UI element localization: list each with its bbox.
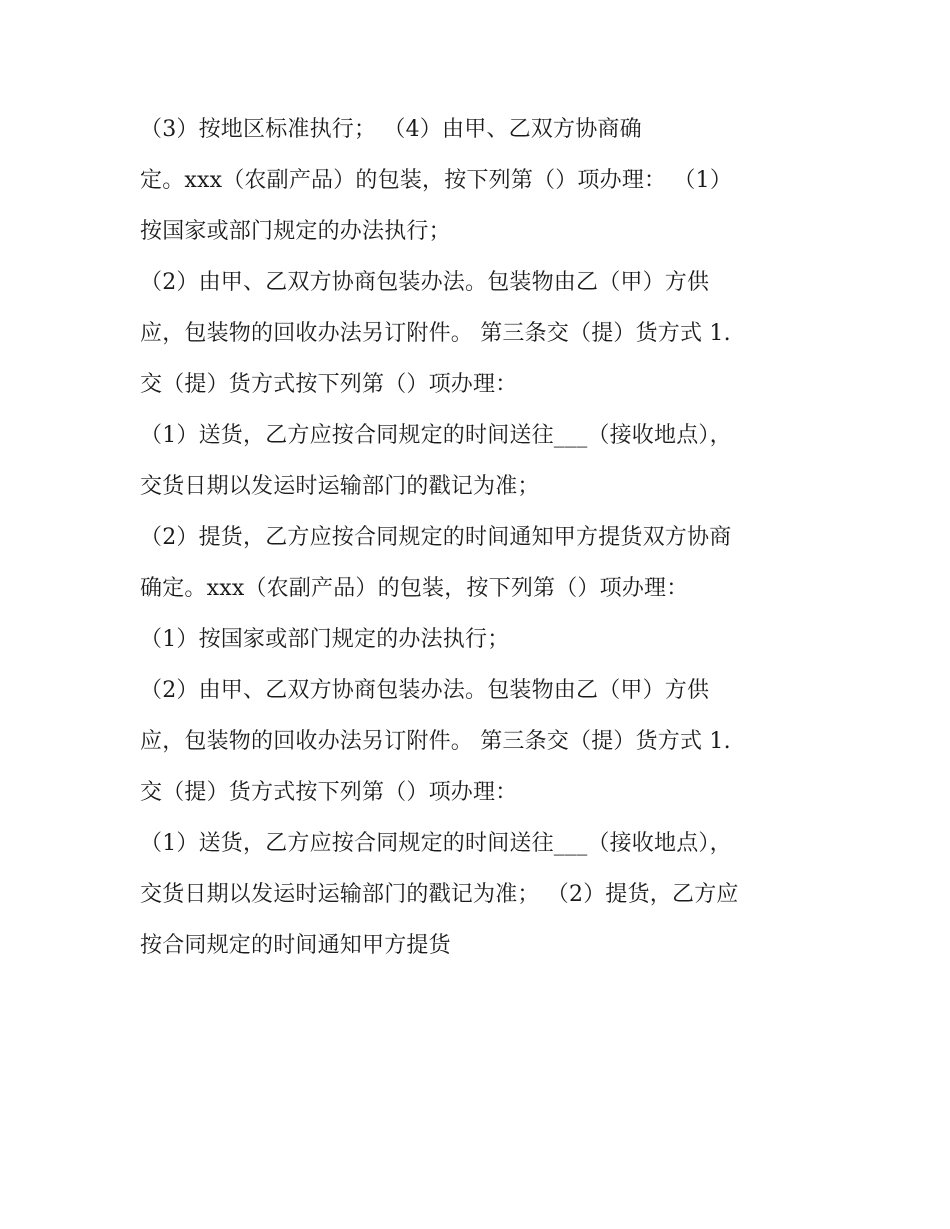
text-line: 交（提）货方式按下列第（）项办理： [140, 372, 518, 397]
text-line: （2）由甲、乙双方协商包装办法。包装物由乙（甲）方供 [140, 678, 710, 703]
text-line: 按合同规定的时间通知甲方提货 [140, 933, 451, 958]
text-line: （2）由甲、乙双方协商包装办法。包装物由乙（甲）方供 [140, 270, 710, 295]
body-text [140, 104, 820, 971]
text-line: 交（提）货方式按下列第（）项办理： [140, 780, 518, 805]
text-line: （3）按地区标准执行； （4）由甲、乙双方协商确 [140, 117, 642, 142]
text-line: 确定。xxx（农副产品）的包装，按下列第（）项办理： [140, 576, 689, 601]
text-line: （1）按国家或部门规定的办法执行； [140, 627, 510, 652]
text-line: 定。xxx（农副产品）的包装，按下列第（）项办理： （1） [140, 168, 733, 193]
text-line: 应，包装物的回收办法另订附件。 第三条交（提）货方式 1. [140, 321, 731, 346]
text-line: （1）送货，乙方应按合同规定的时间送往___（接收地点）， [140, 423, 732, 448]
text-line: （1）送货，乙方应按合同规定的时间送往___（接收地点）， [140, 831, 732, 856]
text-line: 交货日期以发运时运输部门的戳记为准； [140, 474, 540, 499]
text-line: 交货日期以发运时运输部门的戳记为准； （2）提货，乙方应 [140, 882, 739, 907]
text-line: 应，包装物的回收办法另订附件。 第三条交（提）货方式 1. [140, 729, 731, 754]
text-line: （2）提货，乙方应按合同规定的时间通知甲方提货双方协商 [140, 525, 732, 550]
text-line: 按国家或部门规定的办法执行； [140, 219, 451, 244]
